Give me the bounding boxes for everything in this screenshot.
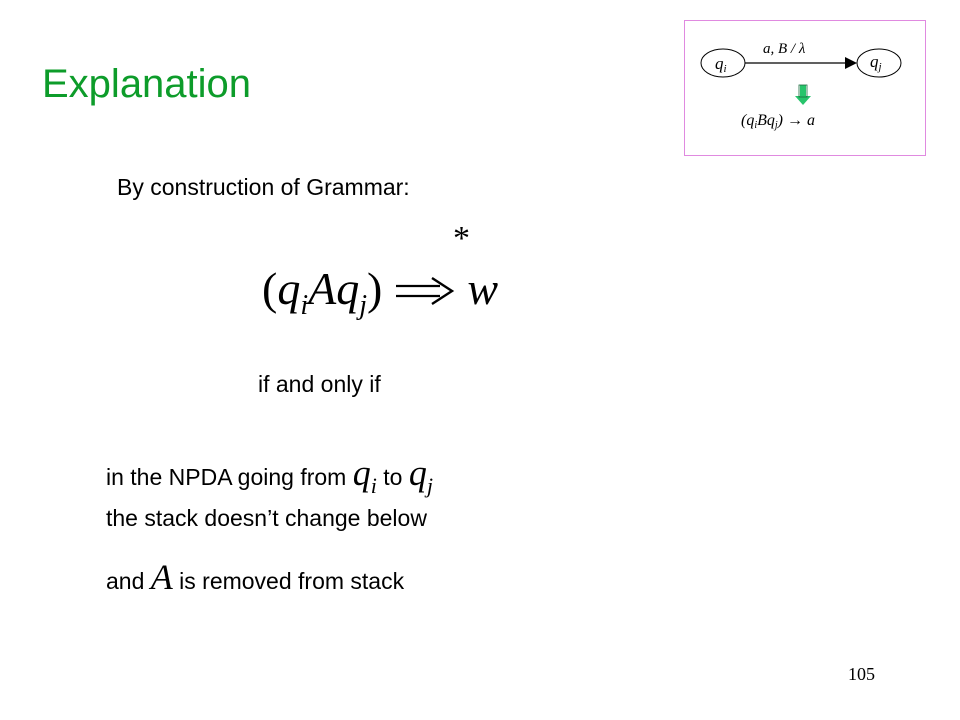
npda-line bbox=[106, 452, 433, 499]
transition-arrowhead-icon bbox=[845, 57, 857, 69]
construction-text: By construction of Grammar: bbox=[117, 174, 410, 200]
down-arrow-icon bbox=[795, 85, 811, 105]
sub-i: i bbox=[300, 290, 309, 322]
derivation-formula bbox=[262, 262, 498, 322]
sub-j: j bbox=[359, 290, 367, 322]
stack-line: the stack doesn’t change below bbox=[106, 505, 427, 531]
derivation-star: * bbox=[453, 220, 470, 257]
derives-arrow-icon bbox=[394, 276, 456, 306]
var-A: A bbox=[308, 263, 337, 314]
var-q: q bbox=[277, 263, 301, 314]
var-w: w bbox=[467, 263, 499, 314]
state-label-i: qi bbox=[715, 54, 727, 75]
paren-close: ) bbox=[367, 263, 383, 314]
grammar-rule: (qiBqj) → a bbox=[741, 112, 815, 131]
var-qj: $q_j$ bbox=[408, 453, 433, 499]
transition-diagram bbox=[684, 20, 926, 156]
removed-line bbox=[106, 556, 404, 598]
paren-open: ( bbox=[262, 263, 278, 314]
var-A: A bbox=[150, 557, 173, 597]
line3-text-a: and bbox=[106, 568, 145, 594]
line3-text-b: is removed from stack bbox=[179, 568, 405, 594]
slide-number: 105 bbox=[848, 664, 875, 684]
line1-text-b: to bbox=[383, 464, 403, 490]
transition-label: a, B / λ bbox=[763, 41, 806, 57]
var-q: q bbox=[336, 263, 360, 314]
slide-title: Explanation bbox=[42, 62, 252, 106]
var-qi: $q_i$ bbox=[352, 453, 377, 499]
diagram-canvas bbox=[685, 21, 927, 157]
iff-text: if and only if bbox=[258, 371, 381, 397]
line1-text-a: in the NPDA going from bbox=[106, 464, 347, 490]
state-label-j: qj bbox=[870, 52, 882, 73]
